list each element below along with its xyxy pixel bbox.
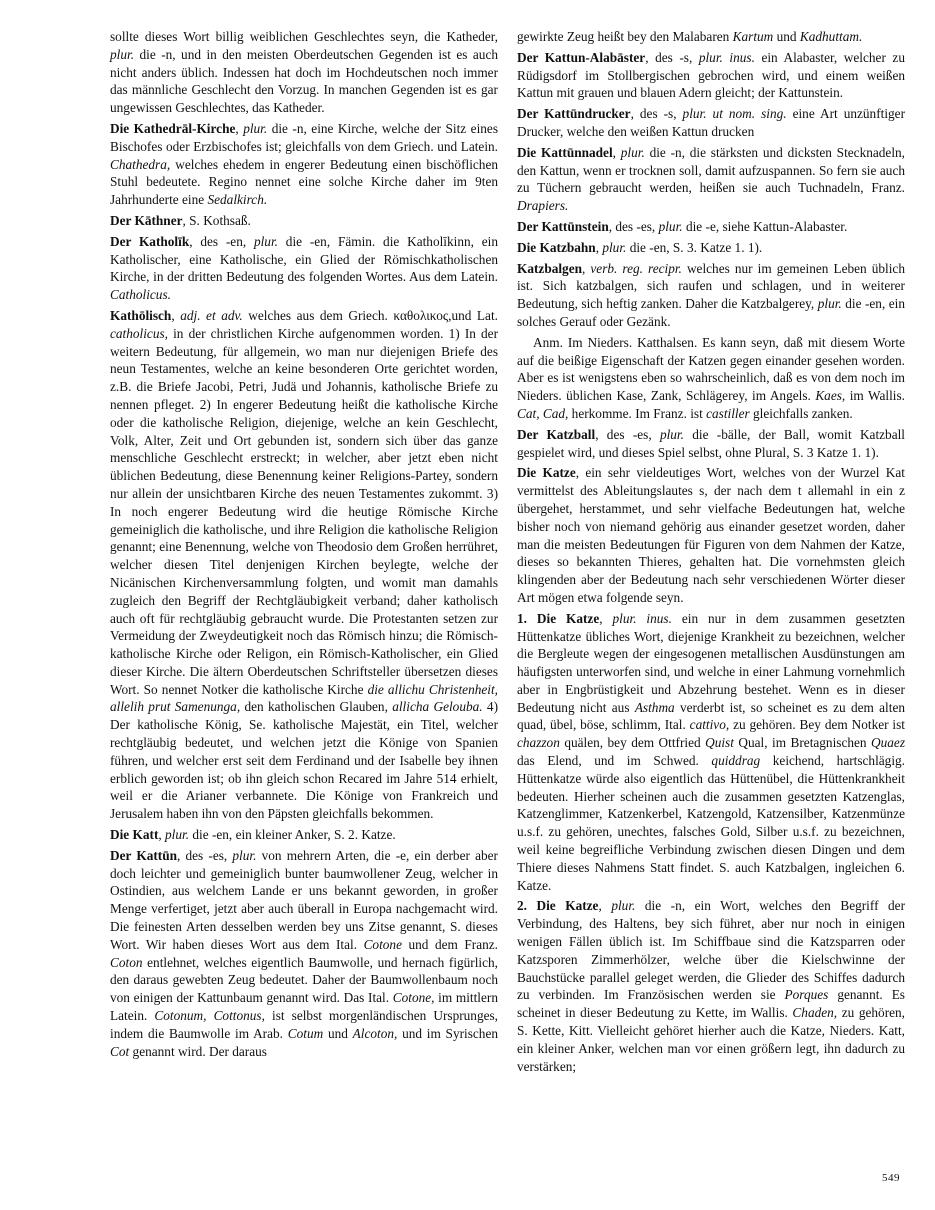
entry-italic: Cotum bbox=[287, 1025, 324, 1041]
entry-text: und dem Franz. bbox=[401, 936, 498, 952]
entry-text: zu gehören. Bey dem Notker ist bbox=[729, 717, 905, 733]
right-entry bbox=[517, 334, 905, 423]
entry-italic: plur. bbox=[602, 239, 627, 255]
entry-text: die -e, siehe Kattun-Alabaster. bbox=[682, 218, 848, 234]
entry-italic: Cotonum, Cottonus, bbox=[154, 1008, 265, 1024]
entry-italic: catholicus, bbox=[110, 325, 168, 341]
left-entry bbox=[110, 233, 498, 304]
entry-text: die -n, eine Kirche, welche der Sitz eines Bischofes oder Erzbischofes ist; gleichfalls von dem Griech. und Latein. bbox=[110, 120, 498, 154]
entry-text: , des -es, bbox=[595, 426, 660, 442]
entry-text: entlehnet, welches eigentlich Baumwolle, und hernach figürlich, den daraus gewebten Zeug bedeutet. Daher der Baumwollenbaum noch von einigen der Kattunbaum genannt wird. Das Ital. bbox=[110, 954, 498, 1006]
entry-italic: plur. bbox=[611, 898, 636, 914]
entry-italic: Chaden, bbox=[792, 1005, 838, 1021]
entry-headword: 1. Die Katze bbox=[517, 610, 600, 626]
entry-italic: plur. ut nom. sing. bbox=[682, 106, 787, 122]
right-entry bbox=[517, 49, 905, 102]
entry-text: , des -en, bbox=[189, 233, 254, 249]
entry-text: , bbox=[612, 144, 621, 160]
entry-text: , bbox=[599, 610, 613, 626]
entry-italic: plur. bbox=[243, 120, 268, 136]
entry-text: genannt. Es scheinet in dieser Bedeutung zu Kette, im Wallis. bbox=[517, 987, 905, 1021]
entry-italic: plur. bbox=[620, 144, 645, 160]
entry-italic: verb. reg. recipr. bbox=[590, 260, 682, 276]
entry-text: eine Art unzünftiger Drucker, welche den weißen Kattun drucken bbox=[517, 106, 905, 139]
entry-text: Anm. Im Nieders. Katthalsen. Es kann seyn, daß mit diesem Worte auf die beißige Eigenschaft der Katzen gegen einander gesehen worden. Aber es ist wenigstens eben so wahrscheinlich, daß es von dem noch im Nieders. üblichen Kase, Zank, Schlägerey, im Angels. bbox=[517, 334, 905, 404]
entry-text: und im Syrischen bbox=[397, 1025, 498, 1041]
entry-italic: Cat, Cad, bbox=[517, 405, 569, 421]
entry-text: die -n, ein Wort, welches den Begriff der Verbindung, des Haltens, bey sich führet, aber nur noch in einigen wenigen Fällen üblich ist. Im Schiffbaue sind die Katzsparren oder Katzsporen Zimmerhölzer, welche über die Kielschwinne der Bauchstücke parallel geleget werden, die Glieder des Schiffes dadurch zu verbinden. Im Französischen werden sie bbox=[517, 898, 906, 1003]
right-entry bbox=[517, 218, 905, 236]
entry-italic: plur. bbox=[232, 847, 257, 863]
entry-headword: Kathōlisch bbox=[110, 307, 172, 323]
right-entry bbox=[517, 260, 905, 331]
entry-italic: Catholicus. bbox=[110, 287, 171, 303]
entry-italic: plur. inus. bbox=[698, 49, 755, 65]
entry-text: ein nur in dem zusammen gesetzten Hüttenkatze übliches Wort, diejenige Krankheit zu bezeichnen, welcher die Bergleute wegen der eingesogenen metallischen Ausdünstungen am häufigsten unterworfen sind, und welche in einer Lahmung vornehmlich aber in Engbrüstigkeit und Abzehrung bestehet. Wenn es in dieser Bedeutung nicht aus bbox=[517, 610, 905, 715]
entry-headword: Der Kattūn bbox=[110, 847, 177, 863]
entry-text: und bbox=[773, 29, 800, 44]
entry-italic: Sedalkirch. bbox=[207, 192, 268, 208]
entry-italic: Quaez bbox=[871, 735, 905, 751]
entry-italic: plur. bbox=[253, 233, 278, 249]
right-column bbox=[517, 28, 905, 1075]
entry-text: herkomme. Im Franz. ist bbox=[568, 405, 707, 421]
entry-headword: Der Kattun-Alabāster bbox=[517, 49, 646, 65]
entry-italic: plur. inus. bbox=[612, 610, 672, 626]
entry-text: Qual, im Bretagnischen bbox=[733, 735, 872, 751]
entry-italic: plur. bbox=[659, 426, 684, 442]
entry-text: von mehrern Arten, die -e, ein derber aber doch leichter und gemeiniglich bunter baumwollener Zeug, welcher in Ostindien, aus welchem Lande er uns bekannt geworden, in großer Menge verfertiget, jetzt aber auch überall in Europa nachgemacht wird. Die feinesten Arten desselben werden bey uns Zitse genannt, S. dieses Wort. Wir haben dieses Wort aus dem Ital. bbox=[110, 847, 498, 952]
entry-italic: castiller bbox=[706, 405, 750, 421]
entry-headword: Die Kathedrāl-Kirche bbox=[110, 120, 236, 136]
entry-text: genannt wird. Der daraus bbox=[129, 1043, 267, 1059]
entry-italic: Kadhuttam. bbox=[799, 29, 863, 44]
right-entry bbox=[517, 464, 905, 606]
entry-text: die -n, und in den meisten Oberdeutschen Gegenden ist es auch nicht anders üblich. Indessen hat doch im Hochdeutschen noch immer das männliche Geschlecht den Vorzug. In manchen Gegenden ist es gar ungewissen Geschlechtes, das Katheder. bbox=[110, 46, 498, 116]
entry-text: die -en, ein kleiner Anker, S. 2. Katze. bbox=[189, 827, 396, 843]
entry-italic: plur. bbox=[817, 296, 842, 312]
entry-text: welches ehedem in engerer Bedeutung einen bischöflichen Stuhl bedeutete. Regino nennet eine solche Kirche daher im 9ten Jahrhunderte eine bbox=[110, 156, 498, 208]
entry-italic: Kartum bbox=[732, 29, 774, 44]
entry-text: , S. Kothsaß. bbox=[182, 212, 251, 228]
entry-italic: Cotone, bbox=[392, 990, 435, 1006]
left-entry bbox=[110, 212, 498, 230]
entry-text: die -bälle, der Ball, womit Katzball gespielet wird, und dieses Spiel selbst, ohne Plural, S. 3 Katze 1. 1). bbox=[517, 426, 905, 460]
left-column bbox=[110, 28, 498, 1060]
entry-italic: Quist bbox=[705, 735, 734, 751]
entry-headword: Die Katzbahn bbox=[517, 239, 596, 255]
entry-headword: Der Kāthner bbox=[110, 212, 183, 228]
entry-text: , ein sehr vieldeutiges Wort, welches von der Wurzel Kat vermittelst des Ableitungslautes s, der nach dem t allemahl in ein z übergehet, herstammet, und sehr vielfache Bedeutungen hat, welche bisher noch von niemand gehörig aus einander gesetzet worden, daher man die meisten Bedeutungen für Figuren von dem Nahmen der Katze, dieses so bekannten Thieres, gehalten hat. Die vornehmsten gleich klingenden aber der Bedeutung nach sehr verschiedenen Wörter dieser Art mögen etwa folgende seyn. bbox=[517, 465, 905, 605]
right-entry bbox=[517, 239, 905, 257]
entry-text: die -en, Fämin. die Katholīkinn, ein Katholischer, eine Katholische, ein Glied der Römischkatholischen Kirche, in der dritten Bedeutung des folgenden Wortes. Aus dem Latein. bbox=[110, 233, 498, 285]
entry-text: , bbox=[171, 307, 181, 323]
entry-headword: Der Kattūnstein bbox=[517, 218, 609, 234]
entry-text: und bbox=[323, 1025, 353, 1041]
entry-text: gewirkte Zeug heißt bey den Malabaren bbox=[517, 29, 733, 44]
entry-italic: quiddrag bbox=[711, 753, 761, 769]
entry-text: die -n, die stärksten und dicksten Stecknadeln, den Kattun, wenn er trocknen soll, damit aufzuspannen. So fern sie auch zu Tüchern gebraucht werden, heißen sie auch Tuchnadeln, Franz. bbox=[517, 144, 905, 196]
entry-headword: Katzbalgen bbox=[517, 260, 583, 276]
entry-text: , des -es, bbox=[608, 218, 659, 234]
entry-text: , bbox=[595, 239, 603, 255]
entry-text: , des -s, bbox=[630, 106, 683, 122]
entry-italic: cattivo, bbox=[689, 717, 730, 733]
entry-headword: Die Katze bbox=[517, 465, 576, 481]
entry-text: das Elend, und im Schwed. bbox=[517, 753, 712, 769]
entry-text: die -en, ein solches Gerauf oder Gezänk. bbox=[517, 296, 905, 329]
left-entry bbox=[110, 28, 498, 117]
right-entry bbox=[517, 144, 905, 215]
entry-italic: Chathedra, bbox=[110, 156, 171, 172]
right-entry bbox=[517, 610, 905, 895]
entry-text: , bbox=[598, 898, 612, 914]
entry-text: im mittlern Latein. bbox=[110, 990, 498, 1024]
entry-italic: adj. et adv. bbox=[180, 307, 243, 323]
entry-text: 4) Der katholische König, Se. katholische Majestät, ein Titel, welcher rechtgläubig bedeutet, und welchen jetzt die Könige von Spanien führen, und welcher erst seit dem Ferdinand und der Isabelle bey ihnen erblich geworden ist; ob ihn gleich schon Recared im Jahre 514 erhielt, weil er die Arianer verbannete. Die Könige von Frankreich und Jerusalem haben ihn von den Päpsten gleichfalls bekommen. bbox=[110, 699, 498, 822]
entry-text: , bbox=[582, 260, 591, 276]
entry-text: verderbt ist, so scheinet es zu dem alten quad, übel, böse, schlimm, Ital. bbox=[517, 699, 905, 733]
entry-italic: die allichu Christenheit, allelih prut Samenunga, bbox=[110, 681, 498, 715]
entry-text: , bbox=[158, 827, 166, 843]
entry-text: ist selbst morgenländischen Ursprunges, indem die Baumwolle im Arab. bbox=[110, 1008, 498, 1041]
left-entry bbox=[110, 826, 498, 844]
entry-text: die -en, S. 3. Katze 1. 1). bbox=[626, 239, 763, 255]
entry-text: in der christlichen Kirche aufgenommen worden. 1) In der weitern Bedeutung, für allgemein, wo man nur diejenigen Briefe des neun Testamentes, welche an keine besonderen Orte gerichtet worden, z.B. die Briefe Jacobi, Petri, Judä und Johannis, katholische Briefe zu nennen pfleget. 2) In engerer Bedeutung heißt die katholische Kirche oder die katholische Religion, diejenige, welche an kein Geschlecht, Volk, Alter, Zeit und Ort gebunden ist, sondern sich über das ganze menschliche Geschlecht erstreckt; in welcher, aber jetzt eben nicht üblichen Bedeutung, diese Benennung keiner Religions-Partey, sondern nur allein der unsichtbaren Kirche des neuen Testamentes zukommt. 3) In noch engerer Bedeutung wird die heutige Römische Kirche gemeiniglich die katholische, und ihre Religion die katholische Religion genannt; eine Benennung, welche von Theodosio dem Großen herrühret, welcher diesen Titel denjenigen Kirchen beylegte, welche der Nicänischen Kirchenversammlung folgten, und womit man damahls zugleich den Begriff der Rechtgläubigkeit verband; daher katholisch auch oft für rechtgläubig gebraucht wurde. Die Protestanten setzen zur Vermeidung der Zweydeutigkeit noch das Römisch hinzu; die Römisch-katholische Kirche oder Religon, ein Römisch-Katholischer, ein Glied dieser Kirche. Die ältern Oberdeutschen Schriftsteller übersetzen dieses Wort. So nennet Notker die katholische Kirche bbox=[110, 325, 498, 697]
entry-italic: Drapiers. bbox=[517, 198, 569, 214]
entry-text: , des -es, bbox=[176, 847, 233, 863]
entry-text: gleichfalls zanken. bbox=[749, 405, 853, 421]
entry-italic: plur. bbox=[165, 827, 190, 843]
entry-headword: Der Katholīk bbox=[110, 233, 190, 249]
right-entry bbox=[517, 426, 905, 462]
entry-italic: Asthma bbox=[634, 699, 675, 715]
entry-italic: Coton bbox=[110, 954, 143, 970]
entry-text: sollte dieses Wort billig weiblichen Geschlechtes seyn, die Katheder, bbox=[110, 29, 498, 44]
right-entry bbox=[517, 897, 905, 1075]
entry-headword: Die Katt bbox=[110, 827, 159, 843]
entry-text: , bbox=[235, 120, 244, 136]
entry-text: welches nur im gemeinen Leben üblich ist. Sich katzbalgen, sich raufen und schlagen, und in weiterer Bedeutung, sich heftig zanken. Daher die Katzbalgerey, bbox=[517, 260, 905, 312]
entry-text: welches aus dem Griech. καθολικος,und Lat. bbox=[242, 307, 498, 323]
page-number: 549 bbox=[882, 1172, 900, 1184]
entry-italic: Cot bbox=[110, 1043, 130, 1059]
left-entry bbox=[110, 120, 498, 209]
right-entry bbox=[517, 105, 905, 141]
entry-italic: Alcoton, bbox=[352, 1025, 398, 1041]
entry-text: den katholischen Glauben, bbox=[240, 699, 393, 715]
entry-italic: allicha Gelouba. bbox=[392, 699, 483, 715]
entry-text: , des -s, bbox=[645, 49, 699, 65]
entry-italic: plur. bbox=[110, 46, 135, 62]
entry-text: zu gehören, S. Kette, Kitt. Vielleicht gehöret hierher auch die Katze, Nieders. Katt, ein kleiner Anker, welchen man vor einen größern legt, ihn dadurch zu verstärken; bbox=[517, 1005, 906, 1074]
entry-italic: plur. bbox=[658, 218, 683, 234]
entry-italic: Cotone bbox=[363, 936, 402, 952]
left-entry bbox=[110, 847, 498, 1061]
entry-headword: 2. Die Katze bbox=[517, 898, 599, 914]
entry-headword: Die Kattūnnadel bbox=[517, 144, 613, 160]
entry-italic: Kaes, bbox=[815, 388, 846, 404]
entry-text: quälen, bey dem Ottfried bbox=[559, 735, 706, 751]
entry-text: im Wallis. bbox=[845, 388, 905, 404]
left-entry bbox=[110, 307, 498, 823]
entry-headword: Der Kattūndrucker bbox=[517, 106, 631, 122]
entry-text: keichend, hartschlägig. Hüttenkatze würde also eigentlich das Hüttenübel, die Hüttenkrankheit bedeuten. Hierher scheinen auch die zusammen gesetzten Katzenglas, Katzenglimmer, Katzenkerbel, Katzengold, Katzensilber, Katzenmünze u.s.f. zu gehören, unechtes, falsches Gold, Silber u.s.f. zu bezeichnen, weil keine begreifliche Verbindung zwischen diesen Dingen und dem Thiere dieses Nahmens Statt findet. S. auch Katzbalgen, ingleichen 6. Katze. bbox=[517, 753, 905, 893]
right-entry bbox=[517, 28, 905, 46]
entry-italic: chazzon bbox=[517, 735, 560, 751]
entry-text: ein Alabaster, welcher zu Rüdigsdorf im Stollbergischen gebrochen wird, und einem weißen Kattun mit grauen und blauen Adern gleicht; der Kattunstein. bbox=[517, 49, 905, 101]
entry-italic: Porques bbox=[784, 987, 829, 1003]
entry-headword: Der Katzball bbox=[517, 426, 596, 442]
